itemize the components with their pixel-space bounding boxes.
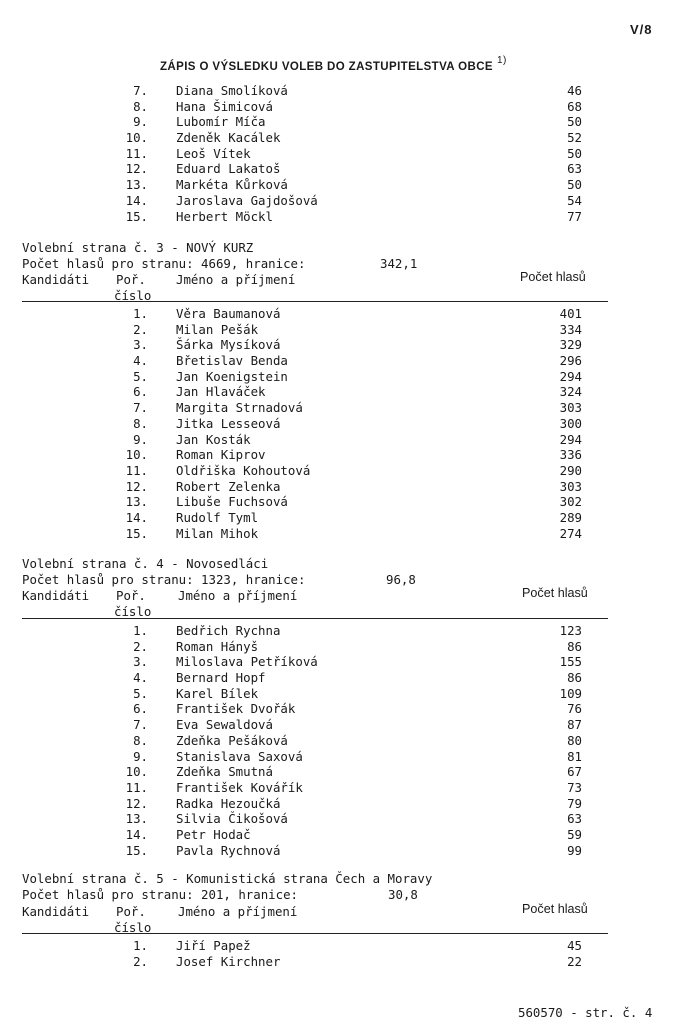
candidate-number: 11.	[125, 462, 148, 478]
candidate-name: Josef Kirchner	[176, 953, 281, 969]
candidate-name: Petr Hodač	[176, 826, 251, 842]
candidate-name: Rudolf Tyml	[176, 509, 259, 525]
candidate-number: 1.	[133, 623, 148, 638]
document-title	[160, 57, 507, 73]
candidate-name: Oldřiška Kohoutová	[176, 462, 311, 478]
candidate-number: 4.	[133, 670, 148, 686]
candidate-name: Eduard Lakatoš	[176, 161, 281, 177]
candidate-row	[0, 510, 684, 526]
candidate-name: Leoš Vítek	[176, 145, 251, 161]
candidate-votes: 59	[567, 826, 582, 842]
candidate-number: 9.	[133, 748, 148, 764]
candidate-row	[0, 827, 684, 843]
page-footer: 560570 - str. č. 4	[518, 1005, 653, 1020]
candidate-row	[0, 114, 684, 130]
candidate-votes: 50	[567, 145, 582, 161]
candidate-number: 6.	[133, 384, 148, 400]
party-limit: 342,1	[380, 256, 418, 271]
col-name: Jméno a příjmení	[178, 904, 298, 919]
candidate-row	[0, 384, 684, 400]
candidate-votes: 99	[567, 842, 582, 858]
candidate-number: 3.	[133, 654, 148, 670]
candidate-votes: 123	[559, 623, 582, 638]
candidate-number: 8.	[133, 732, 148, 748]
candidate-votes: 296	[559, 353, 582, 369]
candidate-number: 15.	[125, 842, 148, 858]
candidate-votes: 86	[567, 638, 582, 654]
candidate-number: 15.	[125, 525, 148, 541]
candidate-number: 7.	[133, 717, 148, 733]
table-divider	[22, 618, 608, 619]
candidate-votes: 401	[559, 306, 582, 321]
candidate-number: 12.	[125, 161, 148, 177]
candidate-name: Zdeňka Pešáková	[176, 732, 288, 748]
col-order-2: číslo	[114, 288, 152, 303]
candidate-row	[0, 130, 684, 146]
candidate-votes: 77	[567, 208, 582, 224]
candidate-number: 12.	[125, 795, 148, 811]
candidate-name: Libuše Fuchsová	[176, 494, 288, 510]
candidate-list	[0, 938, 684, 969]
candidate-name: Pavla Rychnová	[176, 842, 281, 858]
candidate-votes: 290	[559, 462, 582, 478]
table-divider	[22, 301, 608, 302]
candidate-number: 15.	[125, 208, 148, 224]
candidate-row	[0, 193, 684, 209]
candidate-number: 5.	[133, 368, 148, 384]
candidate-number: 10.	[125, 130, 148, 146]
candidate-name: Jan Kosták	[176, 431, 251, 447]
candidate-row	[0, 686, 684, 702]
candidate-row	[0, 479, 684, 495]
candidate-number: 11.	[125, 779, 148, 795]
candidate-name: Milan Pešák	[176, 321, 259, 337]
candidate-number: 1.	[133, 306, 148, 321]
candidate-row	[0, 701, 684, 717]
candidate-votes: 50	[567, 177, 582, 193]
candidate-name: Eva Sewaldová	[176, 717, 273, 733]
candidate-row	[0, 322, 684, 338]
candidate-number: 3.	[133, 337, 148, 353]
candidate-row	[0, 654, 684, 670]
candidate-votes: 289	[559, 509, 582, 525]
candidate-votes: 336	[559, 447, 582, 463]
candidate-row	[0, 811, 684, 827]
table-divider	[22, 933, 608, 934]
candidate-name: Zdeňka Smutná	[176, 764, 273, 780]
candidate-votes: 76	[567, 701, 582, 717]
party-header: Volební strana č. 3 - NOVÝ KURZ	[22, 240, 254, 255]
candidate-name: Margita Strnadová	[176, 400, 303, 416]
candidate-number: 2.	[133, 321, 148, 337]
candidate-name: Karel Bílek	[176, 685, 259, 701]
candidate-number: 1.	[133, 938, 148, 953]
candidate-name: Lubomír Míča	[176, 114, 266, 130]
candidate-votes: 324	[559, 384, 582, 400]
candidate-votes: 81	[567, 748, 582, 764]
candidate-votes: 52	[567, 130, 582, 146]
party-votes-line: Počet hlasů pro stranu: 1323, hranice:	[22, 572, 306, 587]
candidate-row	[0, 161, 684, 177]
candidate-name: Roman Kiprov	[176, 447, 266, 463]
candidate-name: Jaroslava Gajdošová	[176, 192, 318, 208]
candidate-votes: 46	[567, 83, 582, 98]
candidate-number: 9.	[133, 114, 148, 130]
candidate-row	[0, 83, 684, 99]
candidate-votes: 274	[559, 525, 582, 541]
candidate-number: 14.	[125, 192, 148, 208]
candidate-votes: 302	[559, 494, 582, 510]
candidate-votes: 63	[567, 161, 582, 177]
candidate-votes: 79	[567, 795, 582, 811]
party-limit: 96,8	[386, 572, 416, 587]
candidate-number: 2.	[133, 953, 148, 969]
candidate-row	[0, 209, 684, 225]
candidate-row	[0, 639, 684, 655]
candidate-votes: 155	[559, 654, 582, 670]
candidate-votes: 334	[559, 321, 582, 337]
col-votes: Počet hlasů	[522, 902, 588, 916]
candidate-row	[0, 843, 684, 859]
title-footnote: 1)	[497, 55, 507, 66]
candidate-row	[0, 526, 684, 542]
candidate-row	[0, 447, 684, 463]
party-votes-line: Počet hlasů pro stranu: 201, hranice:	[22, 887, 299, 902]
candidate-votes: 50	[567, 114, 582, 130]
col-name: Jméno a příjmení	[176, 272, 296, 287]
candidate-row	[0, 938, 684, 954]
candidate-name: Břetislav Benda	[176, 353, 288, 369]
candidate-number: 14.	[125, 826, 148, 842]
candidate-name: Jitka Lesseová	[176, 415, 281, 431]
candidate-name: František Kovářík	[176, 779, 303, 795]
candidate-number: 11.	[125, 145, 148, 161]
candidate-number: 13.	[125, 811, 148, 827]
candidate-name: Diana Smolíková	[176, 83, 288, 98]
candidate-row	[0, 177, 684, 193]
candidate-votes: 294	[559, 368, 582, 384]
candidate-name: František Dvořák	[176, 701, 296, 717]
candidate-row	[0, 780, 684, 796]
candidate-row	[0, 337, 684, 353]
candidate-number: 7.	[133, 83, 148, 98]
party-header: Volební strana č. 5 - Komunistická strana Čech a Moravy	[22, 871, 433, 886]
candidate-name: Silvia Čikošová	[176, 811, 288, 827]
col-candidates: Kandidáti	[22, 904, 90, 919]
candidate-votes: 22	[567, 953, 582, 969]
candidate-name: Stanislava Saxová	[176, 748, 303, 764]
candidate-name: Roman Hányš	[176, 638, 259, 654]
candidate-row	[0, 717, 684, 733]
candidate-name: Miloslava Petříková	[176, 654, 318, 670]
candidate-name: Robert Zelenka	[176, 478, 281, 494]
col-votes: Počet hlasů	[520, 270, 586, 284]
candidate-number: 13.	[125, 177, 148, 193]
candidate-votes: 303	[559, 478, 582, 494]
page-id: V/8	[630, 22, 653, 37]
candidate-votes: 109	[559, 685, 582, 701]
candidate-number: 9.	[133, 431, 148, 447]
candidate-row	[0, 749, 684, 765]
col-order: Poř.	[116, 904, 146, 919]
candidate-votes: 63	[567, 811, 582, 827]
candidate-number: 4.	[133, 353, 148, 369]
col-order: Poř.	[116, 272, 146, 287]
candidate-row	[0, 432, 684, 448]
candidate-row	[0, 400, 684, 416]
candidate-row	[0, 764, 684, 780]
candidate-number: 13.	[125, 494, 148, 510]
col-candidates: Kandidáti	[22, 588, 90, 603]
continued-candidate-list	[0, 83, 684, 224]
candidate-row	[0, 463, 684, 479]
candidate-votes: 45	[567, 938, 582, 953]
candidate-votes: 303	[559, 400, 582, 416]
candidate-name: Jan Hlaváček	[176, 384, 266, 400]
candidate-votes: 73	[567, 779, 582, 795]
candidate-row	[0, 306, 684, 322]
col-name: Jméno a příjmení	[178, 588, 298, 603]
candidate-row	[0, 670, 684, 686]
candidate-name: Jiří Papež	[176, 938, 251, 953]
col-order: Poř.	[116, 588, 146, 603]
candidate-row	[0, 733, 684, 749]
candidate-row	[0, 416, 684, 432]
col-order-2: číslo	[114, 604, 152, 619]
candidate-number: 10.	[125, 447, 148, 463]
candidate-number: 10.	[125, 764, 148, 780]
candidate-name: Bernard Hopf	[176, 670, 266, 686]
candidate-row	[0, 954, 684, 970]
candidate-name: Herbert Möckl	[176, 208, 273, 224]
col-candidates: Kandidáti	[22, 272, 90, 287]
candidate-number: 14.	[125, 509, 148, 525]
candidate-votes: 80	[567, 732, 582, 748]
candidate-row	[0, 99, 684, 115]
candidate-name: Věra Baumanová	[176, 306, 281, 321]
candidate-name: Hana Šimicová	[176, 98, 273, 114]
candidate-row	[0, 146, 684, 162]
col-order-2: číslo	[114, 920, 152, 935]
party-votes-line: Počet hlasů pro stranu: 4669, hranice:	[22, 256, 306, 271]
candidate-number: 8.	[133, 98, 148, 114]
candidate-votes: 67	[567, 764, 582, 780]
candidate-number: 8.	[133, 415, 148, 431]
candidate-votes: 300	[559, 415, 582, 431]
candidate-votes: 294	[559, 431, 582, 447]
title-text: ZÁPIS O VÝSLEDKU VOLEB DO ZASTUPITELSTVA OBCE	[160, 60, 493, 73]
candidate-number: 2.	[133, 638, 148, 654]
candidate-name: Jan Koenigstein	[176, 368, 288, 384]
party-header: Volební strana č. 4 - Novosedláci	[22, 556, 269, 571]
candidate-list	[0, 623, 684, 858]
candidate-number: 5.	[133, 685, 148, 701]
candidate-row	[0, 353, 684, 369]
candidate-name: Milan Mihok	[176, 525, 259, 541]
candidate-name: Markéta Kůrková	[176, 177, 288, 193]
candidate-row	[0, 494, 684, 510]
candidate-votes: 68	[567, 98, 582, 114]
candidate-list	[0, 306, 684, 541]
candidate-name: Radka Hezoučká	[176, 795, 281, 811]
candidate-votes: 87	[567, 717, 582, 733]
candidate-number: 6.	[133, 701, 148, 717]
candidate-number: 7.	[133, 400, 148, 416]
candidate-number: 12.	[125, 478, 148, 494]
candidate-name: Bedřich Rychna	[176, 623, 281, 638]
candidate-votes: 54	[567, 192, 582, 208]
candidate-row	[0, 369, 684, 385]
candidate-votes: 329	[559, 337, 582, 353]
col-votes: Počet hlasů	[522, 586, 588, 600]
candidate-row	[0, 796, 684, 812]
party-limit: 30,8	[388, 887, 418, 902]
candidate-votes: 86	[567, 670, 582, 686]
candidate-name: Šárka Mysíková	[176, 337, 281, 353]
candidate-name: Zdeněk Kacálek	[176, 130, 281, 146]
candidate-row	[0, 623, 684, 639]
